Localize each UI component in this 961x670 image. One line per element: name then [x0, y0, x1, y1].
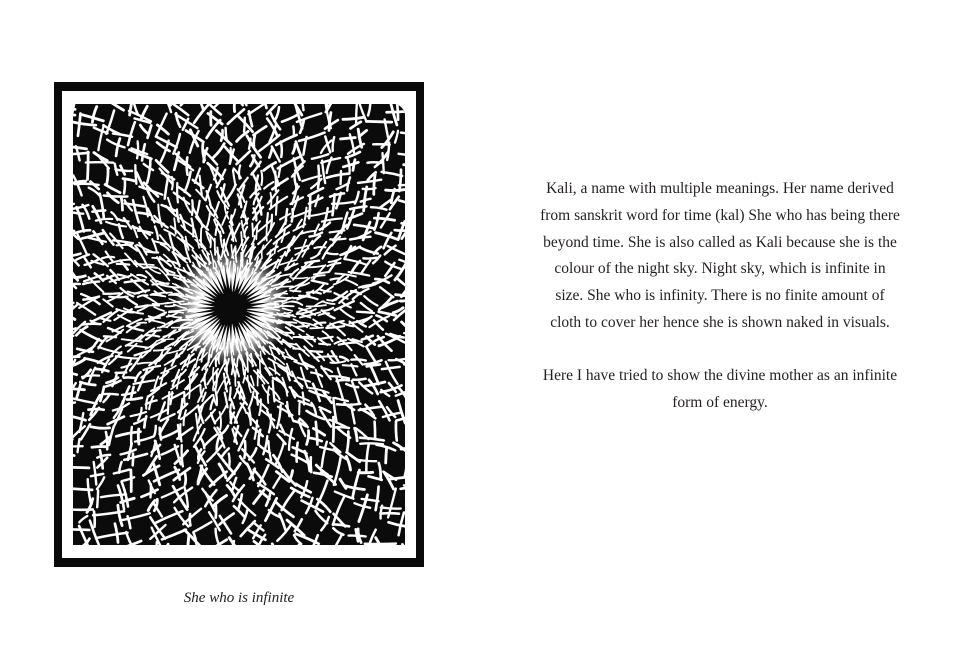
- pattern-streak: [229, 387, 230, 400]
- pattern-streak: [356, 104, 357, 123]
- pattern-streak: [88, 409, 103, 410]
- pattern-streak: [184, 393, 185, 405]
- pattern-streak: [91, 427, 109, 428]
- pattern-streak: [229, 454, 230, 469]
- pattern-streak: [135, 165, 136, 184]
- pattern-streak: [363, 258, 376, 259]
- pattern-streak: [187, 157, 188, 174]
- pattern-streak: [131, 470, 132, 492]
- pattern-streak: [73, 529, 89, 530]
- pattern-streak: [357, 312, 374, 313]
- pattern-streak: [383, 153, 384, 173]
- pattern-streak: [360, 443, 383, 444]
- pattern-streak: [124, 377, 136, 378]
- pattern-streak: [404, 164, 405, 165]
- pattern-streak: [341, 171, 342, 184]
- pattern-streak: [235, 370, 236, 386]
- pattern-streak: [281, 142, 282, 157]
- pattern-streak: [244, 118, 245, 132]
- pattern-streak: [256, 226, 257, 240]
- pattern-streak: [290, 291, 300, 292]
- pattern-streak: [318, 166, 319, 189]
- pattern-streak: [267, 213, 268, 222]
- artwork-mat: [62, 91, 416, 558]
- pattern-streak: [337, 404, 361, 405]
- pattern-streak: [374, 174, 375, 195]
- pattern-streak: [234, 104, 235, 112]
- pattern-streak: [137, 323, 146, 324]
- pattern-streak: [291, 278, 307, 279]
- pattern-streak: [353, 379, 365, 380]
- pattern-streak: [349, 536, 366, 537]
- pattern-streak: [327, 300, 337, 301]
- pattern-streak: [396, 422, 397, 441]
- pattern-streak: [73, 488, 92, 490]
- pattern-streak: [404, 332, 405, 334]
- pattern-streak: [75, 184, 99, 185]
- pattern-streak: [244, 441, 245, 458]
- pattern-streak: [297, 443, 298, 462]
- artwork-description: [540, 176, 900, 416]
- pattern-streak: [180, 424, 181, 441]
- description-paragraph-2: Here I have tried to show the divine mother as an infinite form of energy.: [542, 366, 898, 411]
- description-paragraph-1: Kali, a name with multiple meanings. Her name derived from sanskrit word for time (kal) She who has being there beyond time. She is also called as Kali because she is the colour of the night sky. Night sky, which is infinite in size. She who is infinity. There is no finite amount of cloth to cover her hence she is shown naked in visuals.: [540, 180, 900, 331]
- pattern-streak: [395, 230, 405, 231]
- pattern-streak: [88, 152, 89, 179]
- pattern-streak: [309, 195, 310, 218]
- pattern-streak: [241, 232, 242, 245]
- pattern-streak: [330, 239, 345, 240]
- pattern-streak: [399, 170, 401, 191]
- pattern-streak: [82, 324, 101, 325]
- pattern-streak: [271, 193, 272, 208]
- pattern-streak: [309, 351, 322, 352]
- pattern-streak: [97, 490, 98, 507]
- pattern-streak: [107, 168, 108, 184]
- pattern-streak: [121, 197, 122, 210]
- pattern-streak: [73, 153, 89, 155]
- pattern-streak: [92, 447, 105, 448]
- pattern-streak: [347, 432, 348, 451]
- pattern-streak: [261, 171, 262, 185]
- pattern-streak: [185, 473, 186, 485]
- pattern-streak: [109, 297, 127, 298]
- radiating-pattern: [73, 104, 405, 545]
- pattern-streak: [381, 507, 401, 508]
- pattern-streak: [124, 179, 125, 194]
- pattern-streak: [293, 126, 294, 136]
- pattern-streak: [296, 326, 309, 327]
- pattern-streak: [351, 359, 365, 360]
- pattern-streak: [117, 264, 130, 265]
- artwork-kali-infinite: [73, 104, 405, 545]
- pattern-streak: [172, 177, 173, 190]
- pattern-streak: [103, 293, 119, 294]
- pattern-streak: [221, 130, 222, 141]
- pattern-streak: [134, 264, 154, 265]
- pattern-streak: [363, 188, 376, 189]
- pattern-streak: [104, 196, 128, 197]
- pattern-streak: [94, 511, 95, 527]
- pattern-streak: [341, 138, 356, 139]
- pattern-streak: [252, 224, 253, 237]
- pattern-streak: [254, 136, 255, 147]
- pattern-streak: [73, 356, 79, 358]
- pattern-streak: [131, 427, 132, 446]
- pattern-streak: [149, 330, 161, 331]
- pattern-streak: [387, 111, 405, 112]
- pattern-streak: [396, 295, 406, 297]
- pattern-streak: [311, 457, 312, 472]
- pattern-streak: [182, 445, 183, 466]
- pattern-streak: [375, 422, 376, 438]
- pattern-streak: [86, 162, 114, 163]
- pattern-streak: [343, 365, 358, 366]
- pattern-streak: [399, 185, 405, 186]
- pattern-streak: [73, 204, 74, 205]
- pattern-streak: [292, 209, 293, 221]
- pattern-streak: [316, 422, 318, 445]
- pattern-streak: [140, 305, 159, 306]
- pattern-streak: [230, 148, 231, 163]
- pattern-streak: [190, 514, 191, 525]
- pattern-streak: [73, 388, 84, 390]
- pattern-streak: [189, 379, 190, 399]
- pattern-streak: [366, 121, 391, 122]
- pattern-core-center: [215, 292, 247, 324]
- pattern-streak: [386, 448, 387, 463]
- artwork-frame: [54, 82, 424, 567]
- pattern-streak: [310, 328, 323, 329]
- pattern-streak: [380, 513, 399, 514]
- artwork-caption: She who is infinite: [183, 590, 295, 606]
- pattern-streak: [73, 467, 89, 468]
